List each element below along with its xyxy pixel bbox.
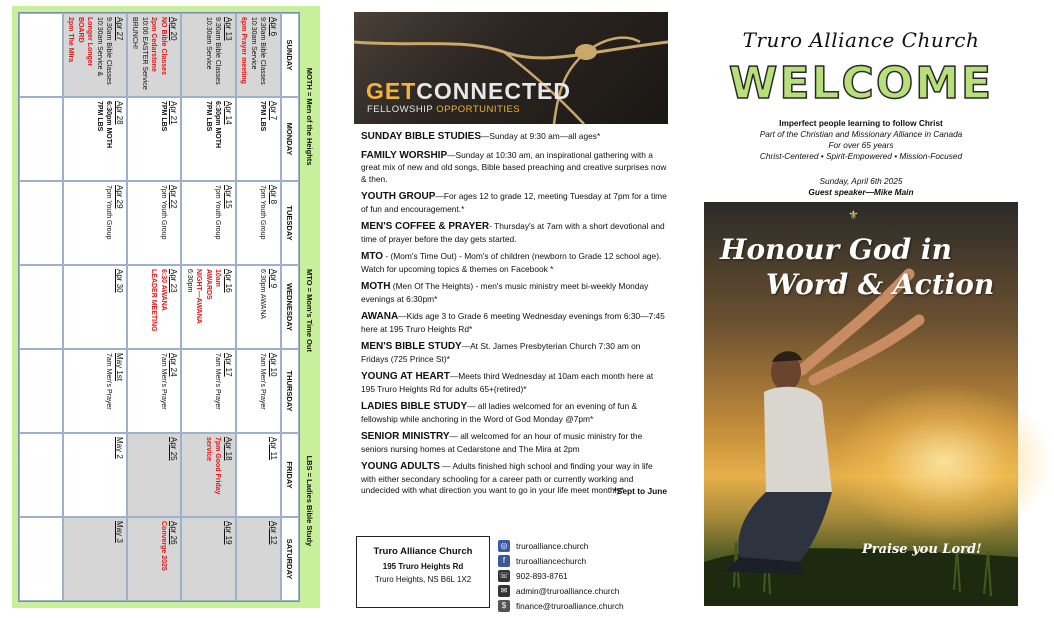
contact-row	[498, 538, 670, 553]
calendar-cell	[19, 433, 63, 517]
calendar-date: Apr 13	[223, 17, 233, 41]
headline-line-2: Word & Action	[766, 268, 995, 301]
day-header-wednesday: WEDNESDAY	[281, 265, 299, 349]
ministry-title: MOTH	[361, 281, 391, 293]
calendar-cell	[127, 97, 182, 181]
ministry-description: —At St. James Presbyterian Church 7:30 am on Fridays (725 Prince St)*	[361, 341, 641, 364]
address-church-name: Truro Alliance Church	[373, 546, 473, 557]
calendar-event: 7pm Youth Group	[105, 185, 112, 240]
get-connected-title	[366, 78, 571, 105]
calendar-date: May 3	[114, 521, 124, 543]
ministry-title: SENIOR MINISTRY	[361, 431, 450, 443]
ministry-title: YOUNG ADULTS	[361, 461, 440, 473]
ministry-title: YOUNG AT HEART	[361, 371, 450, 383]
calendar-panel	[12, 6, 320, 608]
calendar-date: Apr 26	[169, 521, 179, 545]
calendar-date: Apr 11	[269, 437, 278, 460]
season-note: *Sept to June	[613, 485, 667, 496]
finance-icon: $	[498, 600, 510, 612]
calendar-cell	[181, 181, 236, 265]
calendar-date: Apr 9	[269, 269, 278, 289]
email-icon: ✉	[498, 585, 510, 597]
ministry-description: —Sunday at 9:30 am—all ages*	[481, 131, 601, 141]
calendar-event: 7PM LBS	[95, 101, 103, 132]
ministry-item	[361, 340, 667, 365]
fellowship-text: FELLOWSHIP	[367, 104, 434, 115]
calendar-event: 10:30am Service	[249, 17, 257, 70]
address-city: Truro Heights, NS B6L 1X2	[374, 575, 472, 584]
calendar-cell	[63, 433, 127, 517]
calendar-date: Apr 14	[223, 101, 233, 125]
ministry-title: YOUTH GROUP	[361, 191, 436, 203]
ministry-item	[361, 190, 667, 215]
ministry-title: FAMILY WORSHIP	[361, 149, 448, 161]
calendar-date: Apr 15	[223, 185, 233, 209]
calendar-highlight: 6pm Prayer meeting	[240, 17, 248, 84]
ministry-item	[361, 370, 667, 395]
years: For over 65 years	[828, 139, 894, 150]
calendar-cell	[181, 13, 236, 97]
ministries-list	[361, 130, 667, 502]
ministry-item	[361, 430, 667, 455]
legend-lbs: LBS = Ladies Bible Study	[305, 455, 315, 547]
calendar-event: 7pm Youth Group	[159, 185, 167, 240]
ministry-item	[361, 149, 667, 185]
calendar-date: Apr 23	[169, 269, 179, 293]
ministry-item	[361, 130, 667, 144]
calendar-cell	[181, 349, 236, 433]
facebook-icon: f	[498, 555, 510, 567]
calendar-cell	[236, 433, 281, 517]
get-connected-banner	[354, 12, 668, 124]
contact-text[interactable]: finance@truroalliance.church	[516, 600, 624, 611]
calendar-cell	[63, 517, 127, 601]
alliance-crest-icon: ⚜	[848, 208, 859, 222]
calendar-cell	[63, 97, 127, 181]
guest-speaker: Guest speaker—Mike Main	[808, 187, 914, 198]
ministry-item	[361, 400, 667, 425]
calendar-highlight: NIGHT—AWANA	[195, 269, 203, 324]
calendar-event: 7am Men's Prayer	[259, 353, 267, 410]
calendar-highlight: 7pm Good Friday	[214, 437, 222, 495]
calendar-cell	[19, 349, 63, 433]
contact-text[interactable]: admin@truroalliance.church	[516, 585, 620, 596]
calendar-date: May 1st	[114, 353, 124, 382]
values: Christ-Centered • Spirit-Empowered • Mission-Focused	[759, 150, 963, 161]
tagline-block	[704, 118, 1018, 162]
calendar-event: 9:30am Bible Classes	[105, 17, 112, 85]
opportunities-text: OPPORTUNITIES	[436, 104, 521, 115]
calendar-cell	[63, 265, 127, 349]
calendar-date: Apr 19	[223, 521, 233, 545]
ministry-description: —Sunday at 10:30 am, an inspirational gathering with a great mix of new and old songs, Bible based preaching and creative surprises now & then.	[361, 149, 667, 184]
ministry-description: (Men Of The Heights) - men's music ministry meet bi-weekly Monday evenings at 6:30pm*	[361, 281, 649, 304]
calendar-cell	[19, 517, 63, 601]
calendar-cell	[63, 349, 127, 433]
calendar-event: 9:30am Bible Classes	[259, 17, 267, 85]
calendar-cell	[236, 349, 281, 433]
calendar-event: 7PM LBS	[159, 101, 167, 132]
calendar-highlight: NO Bible Classes	[159, 17, 167, 75]
calendar-date: Apr 21	[169, 101, 179, 125]
ministry-title: LADIES BIBLE STUDY	[361, 401, 468, 413]
calendar-event: 9:30am Bible Classes	[214, 17, 222, 85]
calendar-event: 6:30pm MOTH	[105, 101, 112, 149]
calendar-event: 10:30am Service	[204, 17, 212, 70]
ministry-title: MEN'S COFFEE & PRAYER	[361, 221, 490, 233]
calendar-date: Apr 18	[223, 437, 233, 461]
calendar-date: Apr 6	[269, 17, 278, 37]
address-box	[356, 536, 490, 608]
ministry-item	[361, 460, 667, 497]
church-name-heading: Truro Alliance Church	[742, 28, 980, 52]
ministry-description: —Meets third Wednesday at 10am each month here at 195 Truro Heights Rd for adults 65+(retired)*	[361, 371, 654, 394]
ministry-title: AWANA	[361, 311, 399, 323]
calendar-event: 10:00 EASTER Service	[140, 17, 148, 90]
ministry-description: —Kids age 3 to Grade 6 meeting Wednesday evenings from 6:30—7:45 here at 195 Truro Heights Rd*	[361, 311, 665, 334]
calendar-date: Apr 8	[269, 185, 278, 205]
day-header-tuesday: TUESDAY	[281, 181, 299, 265]
calendar-event: 7pm Youth Group	[214, 185, 222, 240]
ministry-item	[361, 310, 667, 335]
calendar-cell	[236, 265, 281, 349]
calendar-date: Apr 10	[269, 353, 278, 377]
calendar-cell	[236, 97, 281, 181]
calendar-date: Apr 29	[114, 185, 124, 209]
ministry-description: - Thursday's at 7am with a short devotional and time of prayer before the day gets started.	[361, 221, 665, 244]
calendar-event: 7pm Youth Group	[259, 185, 267, 240]
calendar-date: Apr 22	[169, 185, 179, 209]
get-text: GET	[366, 78, 417, 104]
calendar-event: 7PM LBS	[259, 101, 267, 132]
legend-moth: MOTH = Men of the Heights	[305, 67, 315, 166]
calendar-date: Apr 20	[169, 17, 179, 41]
calendar-date: Apr 7	[269, 101, 278, 121]
calendar-event: 7am Men's Prayer	[214, 353, 222, 410]
contact-row	[498, 553, 670, 568]
calendar-event: 10:30am Service &	[95, 17, 103, 77]
calendar-cell	[63, 181, 127, 265]
calendar-cell	[19, 265, 63, 349]
calendar-cell	[127, 13, 182, 97]
calendar-cell	[236, 517, 281, 601]
day-header-saturday: SATURDAY	[281, 517, 299, 601]
ministry-description: —For ages 12 to grade 12, meeting Tuesday at 7pm for a time of fun and encouragement.*	[361, 191, 667, 214]
calendar-cell	[181, 265, 236, 349]
affiliation: Part of the Christian and Missionary Alliance in Canada	[759, 128, 963, 139]
ministry-item	[361, 220, 667, 245]
address-street: 195 Truro Heights Rd	[382, 562, 464, 571]
calendar-event: 6:30pm AWANA	[259, 269, 267, 320]
calendar-event: BRUNCH!	[131, 17, 139, 49]
calendar-highlight: 2pm The Mira	[67, 17, 75, 63]
calendar-date: Apr 17	[223, 353, 233, 377]
ministry-item	[361, 280, 667, 305]
calendar-cell	[19, 181, 63, 265]
contacts-list	[498, 538, 670, 613]
tagline: Imperfect people learning to follow Christ	[779, 118, 943, 128]
calendar-cell	[181, 97, 236, 181]
calendar-highlight: Longer Longer BOARD	[76, 17, 94, 67]
legend-mto: MTO = Mom's Time Out	[305, 269, 315, 353]
calendar-highlight: 10am	[214, 269, 222, 287]
calendar-rotated	[12, 6, 320, 608]
calendar-cell	[181, 517, 236, 601]
calendar-cell	[127, 517, 182, 601]
calendar-date: Apr 25	[169, 437, 179, 461]
calendar-date: Apr 24	[169, 353, 179, 377]
ministry-item	[361, 250, 667, 275]
calendar-highlight: 2pm Cedarstone	[150, 17, 158, 72]
welcome-heading: WELCOME	[728, 58, 994, 109]
calendar-cell	[127, 349, 182, 433]
contact-text[interactable]: truroalliance.church	[516, 540, 589, 551]
calendar-legend	[302, 16, 318, 598]
calendar-date: Apr 28	[114, 101, 124, 125]
calendar-date: Apr 27	[114, 17, 124, 41]
connected-text: CONNECTED	[416, 78, 571, 104]
calendar-date: Apr 30	[114, 269, 124, 293]
calendar-event: 7PM LBS	[204, 101, 212, 132]
day-header-thursday: THURSDAY	[281, 349, 299, 433]
service-date: Sunday, April 6th 2025	[819, 176, 903, 186]
calendar-date: Apr 16	[223, 269, 233, 293]
web-icon: ◎	[498, 540, 510, 552]
calendar-cell	[236, 13, 281, 97]
calendar-event: 6:30pm	[185, 269, 193, 293]
calendar-cell	[19, 13, 63, 97]
contact-text[interactable]: truroalliancechurch	[516, 555, 587, 566]
calendar-highlight: 6:30 AWANA	[159, 269, 167, 311]
contact-text[interactable]: 902-893-8761	[516, 570, 568, 581]
calendar-highlight: Converge 2025	[159, 521, 167, 571]
calendar-cell	[127, 265, 182, 349]
calendar-event: 7am Men's Prayer	[159, 353, 167, 410]
calendar-cell	[181, 433, 236, 517]
ministry-description: — all ladies welcomed for an evening of fun & fellowship while anchoring in the Word of God Monday @7pm*	[361, 401, 638, 424]
calendar-date: Apr 12	[269, 521, 278, 545]
ministry-description: - (Mom's Time Out) - Mom's of children (newborn to Grade 12 school age). Watch for upcoming topics & themes on Facebook *	[361, 251, 662, 274]
calendar-event: 7am Men's Prayer	[105, 353, 112, 410]
day-header-sunday: SUNDAY	[281, 13, 299, 97]
calendar-cell	[236, 181, 281, 265]
calendar-cell	[127, 181, 182, 265]
ministry-description: — all welcomed for an hour of music ministry for the seniors nursing homes at Cedarstone and The Mira at 2pm	[361, 431, 643, 454]
contact-row	[498, 568, 670, 583]
welcome-panel	[704, 6, 1018, 614]
calendar-event: 6:30pm MOTH	[214, 101, 222, 149]
ministry-title: MEN'S BIBLE STUDY	[361, 341, 462, 353]
calendar-grid	[18, 12, 300, 602]
service-info	[704, 176, 1018, 198]
worship-photo	[704, 202, 1018, 606]
contact-row	[498, 598, 670, 613]
ministry-title: MTO	[361, 251, 384, 263]
calendar-cell	[127, 433, 182, 517]
calendar-highlight: service	[204, 437, 212, 462]
phone-icon: ☏	[498, 571, 509, 580]
calendar-date: May 2	[114, 437, 124, 459]
sermon-headline	[720, 232, 994, 302]
day-header-monday: MONDAY	[281, 97, 299, 181]
contact-row	[498, 583, 670, 598]
headline-line-1: Honour God in	[720, 233, 952, 266]
ministry-title: SUNDAY BIBLE STUDIES	[361, 131, 482, 142]
fellowship-subtitle	[367, 104, 520, 115]
get-connected-panel	[352, 6, 670, 614]
calendar-highlight: AWARDS	[204, 269, 212, 300]
praise-text: Praise you Lord!	[862, 542, 982, 557]
calendar-cell	[63, 13, 127, 97]
day-header-friday: FRIDAY	[281, 433, 299, 517]
calendar-highlight: LEADER MEETING	[150, 269, 158, 332]
ministry-description: — Adults finished high school and finding your way in life with either secondary schooling for a career path or currently working and undecided with what direction you want to go in your life meet monthly*	[361, 461, 653, 496]
calendar-cell	[19, 97, 63, 181]
